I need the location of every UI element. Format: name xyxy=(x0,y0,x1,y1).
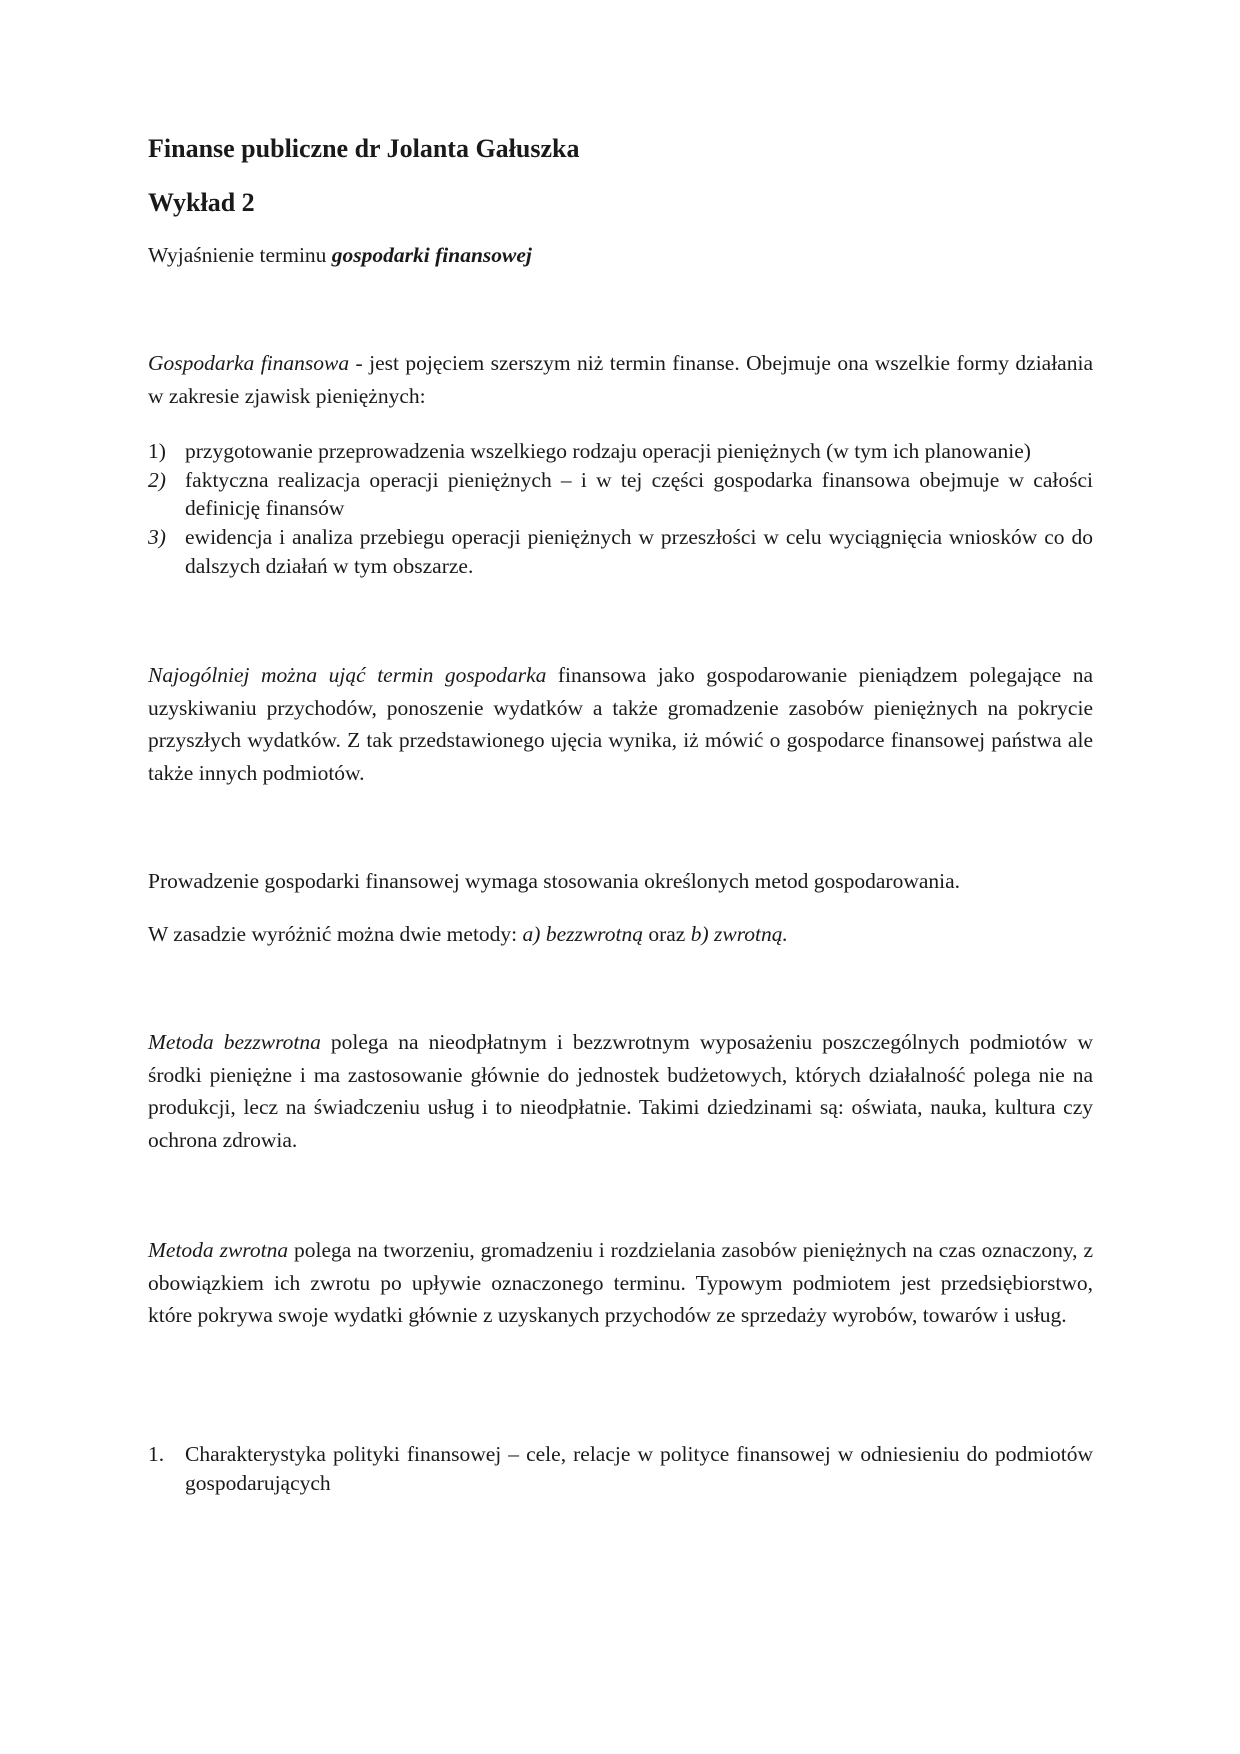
return-method-term: Metoda zwrotna xyxy=(148,1238,289,1262)
methods-intro: Prowadzenie gospodarki finansowej wymaga stosowania określonych metod gospodarowania. xyxy=(148,869,961,893)
lecture-heading: Wykład 2 xyxy=(148,188,255,217)
subtitle xyxy=(148,239,532,271)
nonreturn-method-text: polega na nieodpłatnym i bezzwrotnym wyposażeniu poszczególnych podmiotów w środki pieniężne i ma zastosowanie głównie do jednostek budżetowych, których działalność polega nie na produkcji, lecz na świadczeniu usług i to nieodpłatnie. Takimi dziedzinami są: oświata, nauka, kultura czy ochrona zdrowia. xyxy=(148,1030,1093,1152)
return-method-paragraph xyxy=(148,1234,1093,1332)
general-paragraph xyxy=(148,659,1093,789)
definition-list xyxy=(148,437,1093,581)
definition-text: - jest pojęciem szerszym niż termin finanse. Obejmuje ona wszelkie formy działania w zakresie zjawisk pieniężnych: xyxy=(148,351,1093,408)
general-text: finansowa jako gospodarowanie pieniądzem polegające na uzyskiwaniu przychodów, ponoszenie wydatków a także gromadzenie zasobów pieniężnych na pokrycie przyszłych wydatków. Z tak przedstawionego ujęcia wynika, iż mówić o gospodarce finansowej państwa ale także innych podmiotów. xyxy=(148,663,1093,785)
list-item xyxy=(148,523,1093,580)
return-method-text: polega na tworzeniu, gromadzeniu i rozdzielania zasobów pieniężnych na czas oznaczony, z obowiązkiem ich zwrotu po upływie oznaczonego terminu. Typowym podmiotem jest przedsiębiorstwo, które pokrywa swoje wydatki głównie z uzyskanych przychodów ze sprzedaży wyrobów, towarów i usług. xyxy=(148,1238,1093,1327)
definition-paragraph xyxy=(148,347,1093,412)
list-item-text: ewidencja i analiza przebiegu operacji pieniężnych w przeszłości w celu wyciągnięcia wniosków co do dalszych działań w tym obszarze. xyxy=(185,525,1093,578)
general-emphasis: Najogólniej można ująć termin gospodarka xyxy=(148,663,547,687)
section-text: Charakterystyka polityki finansowej – cele, relacje w polityce finansowej w odniesieniu do podmiotów gospodarujących xyxy=(185,1442,1093,1495)
list-item-text: faktyczna realizacja operacji pieniężnych – i w tej części gospodarka finansowa obejmuje w całości definicję finansów xyxy=(185,467,1093,521)
list-item-number: 3) xyxy=(148,525,166,550)
section-list xyxy=(148,1440,1093,1498)
list-item xyxy=(148,466,1093,523)
document-title: Finanse publiczne dr Jolanta Gałuszka xyxy=(148,134,580,163)
method-b: b) zwrotną. xyxy=(690,922,788,946)
list-item-text: przygotowanie przeprowadzenia wszelkiego rodzaju operacji pieniężnych (w tym ich planowanie) xyxy=(185,439,1031,463)
nonreturn-method-paragraph xyxy=(148,1026,1093,1156)
list-item-number: 1) xyxy=(148,439,166,463)
section-number: 1. xyxy=(148,1442,165,1466)
subtitle-emphasis: gospodarki finansowej xyxy=(331,243,532,267)
list-item-number: 2) xyxy=(148,467,166,492)
method-a: a) bezzwrotną xyxy=(522,922,643,946)
methods-line xyxy=(148,918,788,950)
nonreturn-method-term: Metoda bezzwrotna xyxy=(148,1030,321,1054)
methods-line-connector: oraz xyxy=(642,922,691,946)
section-heading xyxy=(148,1440,1093,1498)
methods-line-text: W zasadzie wyróżnić można dwie metody: xyxy=(148,922,523,946)
list-item xyxy=(148,437,1093,466)
subtitle-text: Wyjaśnienie terminu xyxy=(148,243,332,267)
definition-term: Gospodarka finansowa xyxy=(148,351,350,375)
